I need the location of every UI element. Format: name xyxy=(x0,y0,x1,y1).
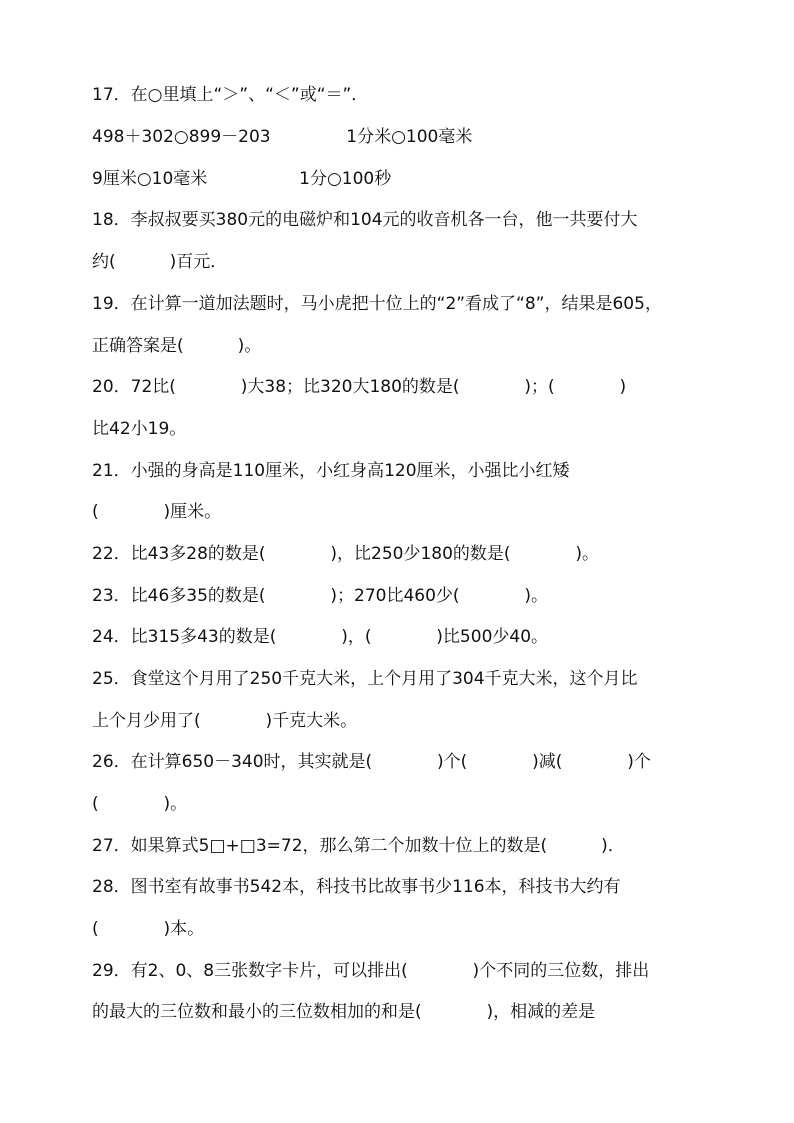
q23-line: 23．比46多35的数是( )；270比460少( )。 xyxy=(92,586,549,606)
q29-line-1: 29．有2、0、8三张数字卡片，可以排出( )个不同的三位数，排出 xyxy=(92,961,650,981)
q27-line: 27．如果算式5□+□3=72，那么第二个加数十位上的数是( )． xyxy=(92,836,625,856)
q25-line-2: 上个月少用了( )千克大米。 xyxy=(92,711,358,731)
q19-line-2: 正确答案是( )。 xyxy=(92,336,262,356)
q17-row-1: 498＋302○899－203 1分米○100毫米 xyxy=(92,127,473,147)
q20-line-2: 比42小19。 xyxy=(92,419,187,439)
q25-line-1: 25．食堂这个月用了250千克大米，上个月用了304千克大米，这个月比 xyxy=(92,669,638,689)
q28-line-1: 28．图书室有故事书542本，科技书比故事书少116本，科技书大约有 xyxy=(92,877,621,897)
q24-line: 24．比315多43的数是( )，( )比500少40。 xyxy=(92,627,549,647)
q22-line: 22．比43多28的数是( )，比250少180的数是( )。 xyxy=(92,544,600,564)
q17-row-2: 9厘米○10毫米 1分○100秒 xyxy=(92,169,392,189)
q26-line-1: 26．在计算650－340时，其实就是( )个( )减( )个 xyxy=(92,752,651,772)
q26-line-2: ( )。 xyxy=(92,794,188,814)
q28-line-2: ( )本。 xyxy=(92,919,205,939)
q29-line-2: 的最大的三位数和最小的三位数相加的和是( )，相减的差是 xyxy=(92,1002,596,1022)
q21-line-2: ( )厘米。 xyxy=(92,502,222,522)
q18-line-2: 约( )百元． xyxy=(92,252,228,272)
q19-line-1: 19．在计算一道加法题时，马小虎把十位上的“2”看成了“8”，结果是605， xyxy=(92,294,662,314)
q21-line-1: 21．小强的身高是110厘米，小红身高120厘米，小强比小红矮 xyxy=(92,461,570,481)
q20-line-1: 20．72比( )大38；比320大180的数是( )；( ) xyxy=(92,377,627,397)
q18-line-1: 18．李叔叔要买380元的电磁炉和104元的收音机各一台，他一共要付大 xyxy=(92,210,638,230)
q17-prompt: 17．在○里填上“＞”、“＜”或“＝”． xyxy=(92,85,369,105)
